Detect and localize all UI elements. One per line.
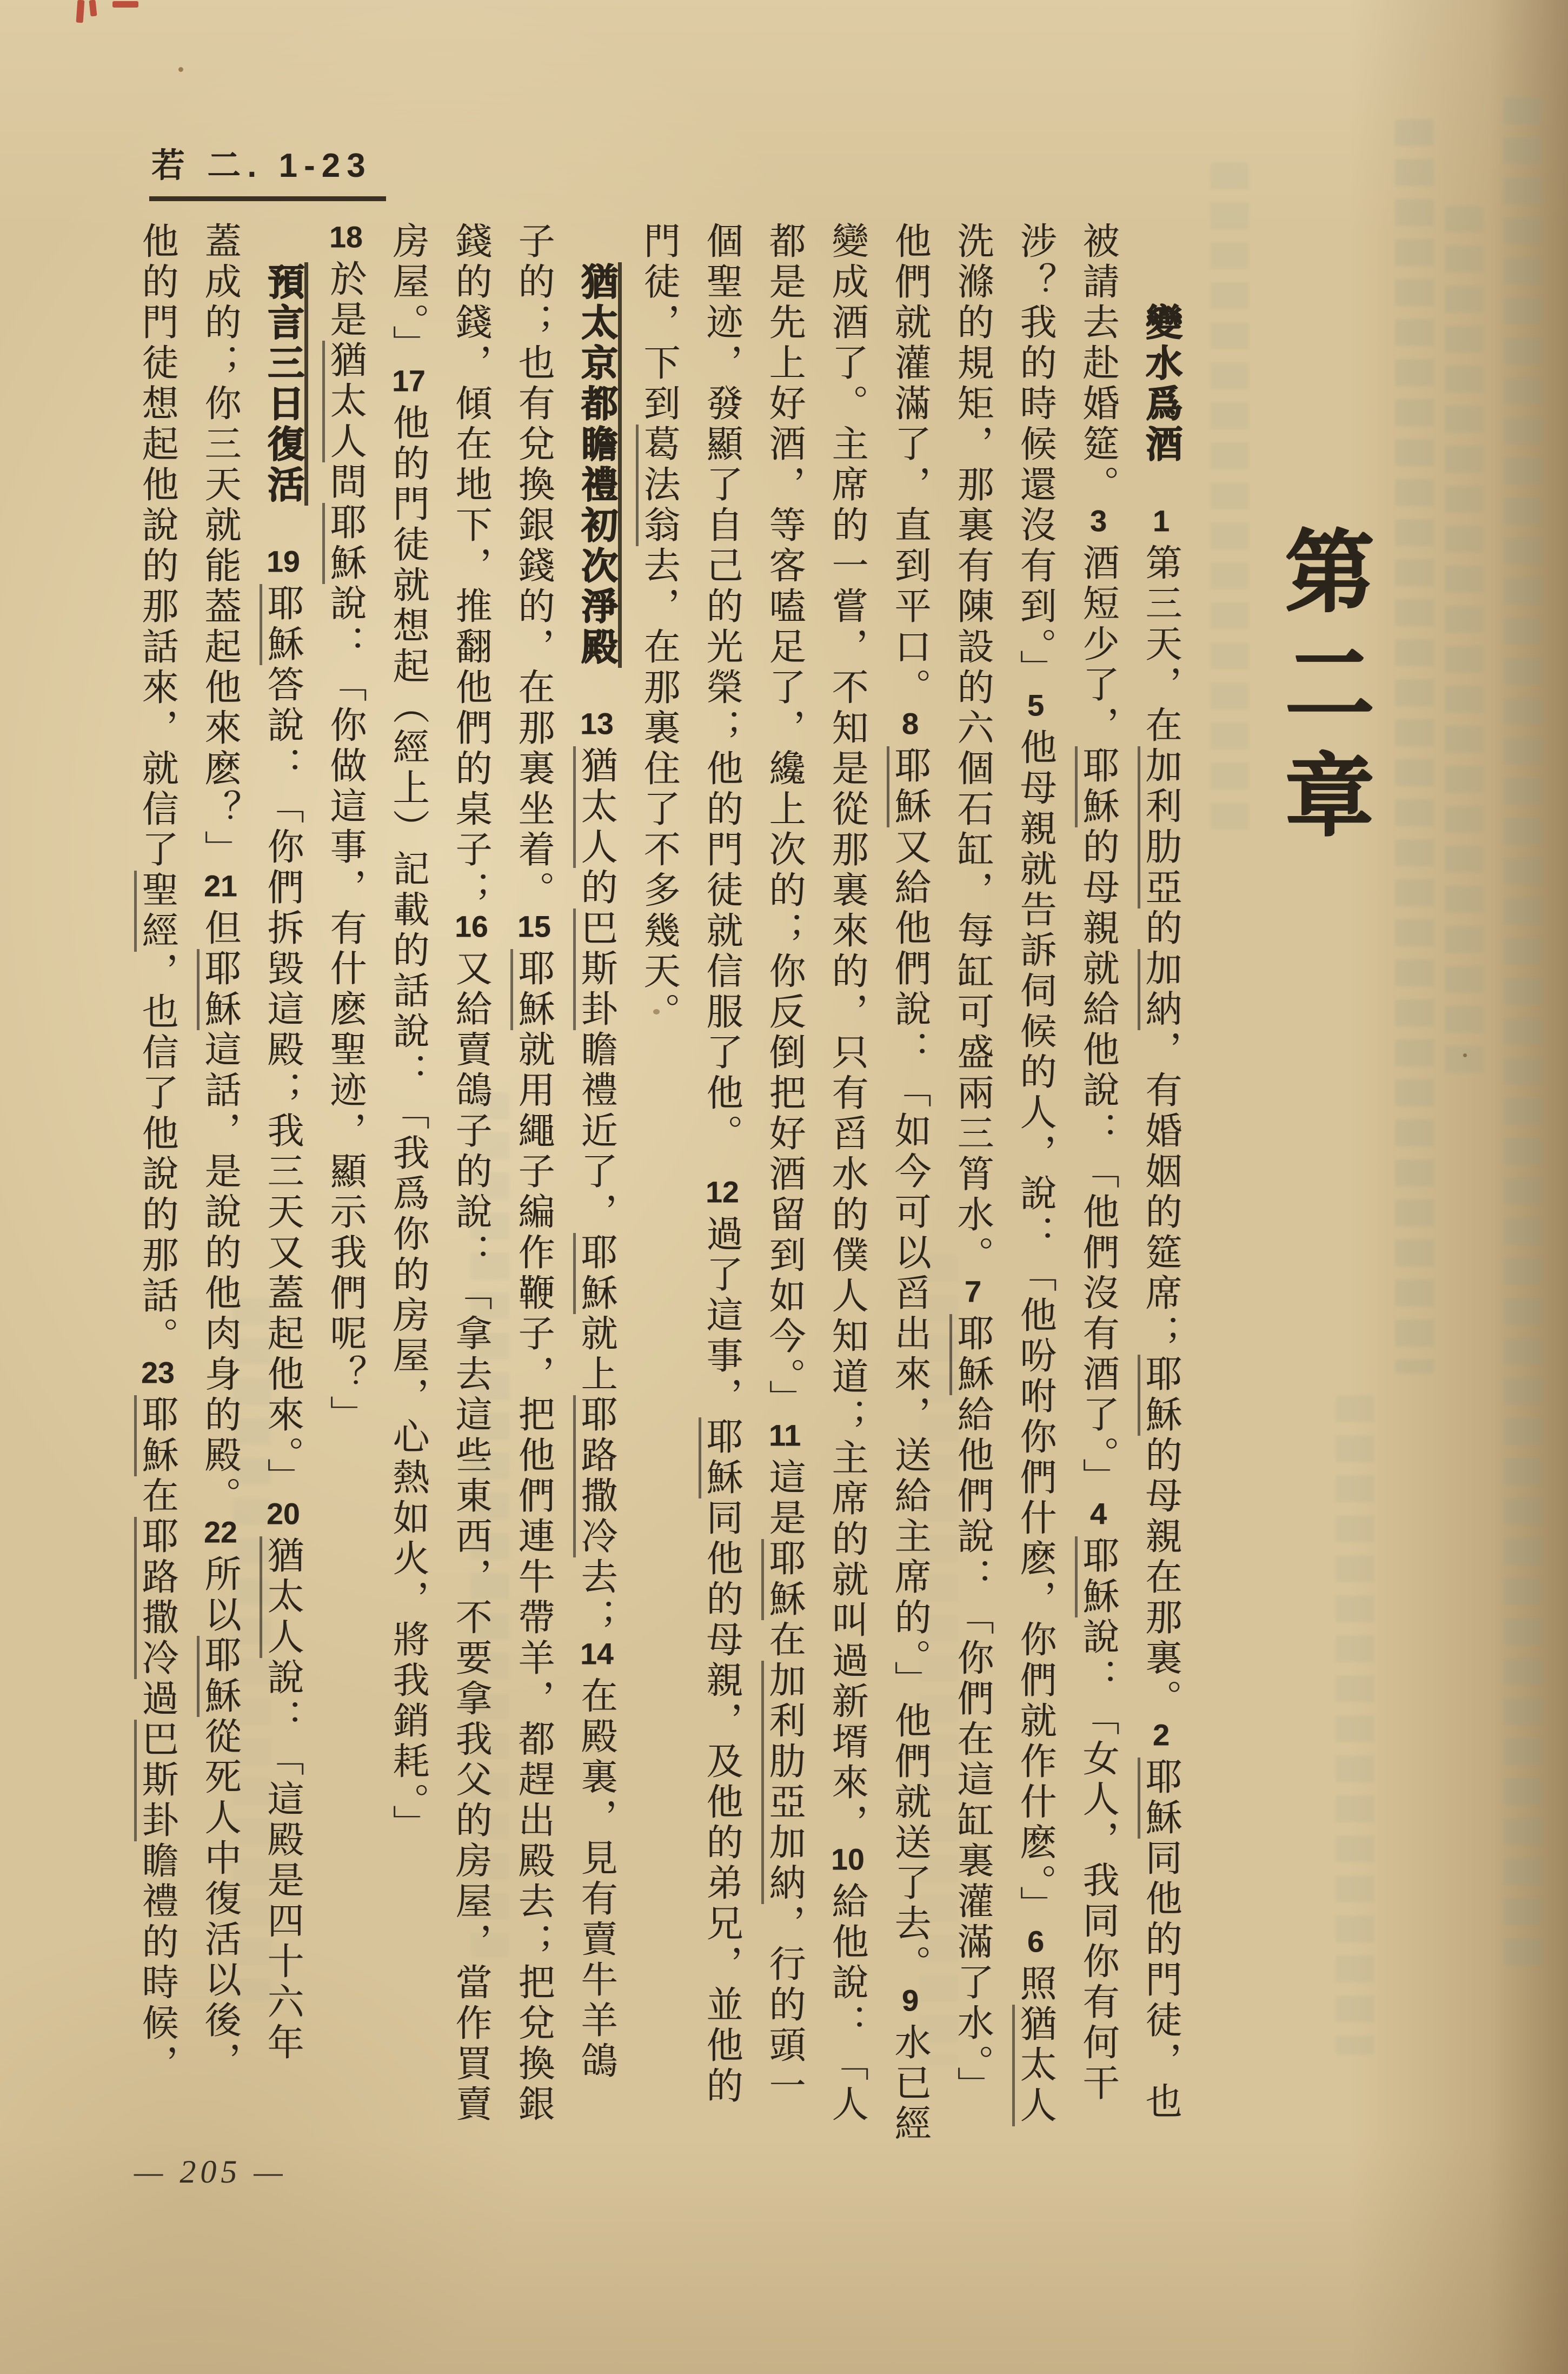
proper-name: 耶穌 [260, 584, 303, 665]
proper-name: 猶太人 [260, 1536, 303, 1658]
bleed-through-ghost [1503, 97, 1542, 1968]
text-column: 門徒，下到葛法翁去，在那裏住了不多幾天。 [630, 222, 688, 2150]
text-column: 涉？我的時候還沒有到。」5他母親就告訴伺候的人，說：「他吩咐你們什麽，你們就作什麽。」6照猶太人 [1007, 222, 1064, 2150]
proper-name: 加納 [761, 1823, 805, 1904]
paper-stain [1463, 1053, 1467, 1057]
red-edge-mark [89, 0, 97, 17]
text-column: 房屋。」17他的門徒就想起（經上）記載的話說：「我爲你的房屋，心熱如火，將我銷耗。」 [388, 222, 429, 1845]
text-column: 子的；也有兌換銀錢的，在那裏坐着。15耶穌就用繩子編作鞭子，把他們連牛帶羊，都趕出殿去；把兌換銀 [505, 222, 562, 2150]
proper-name: 耶穌 [322, 503, 366, 584]
bleed-through-ghost [1445, 205, 1484, 1082]
text-column: 他的門徒想起他說的那話來，就信了聖經，也信了他說的那話。23耶穌在耶路撒冷過巴斯卦瞻禮的時候， [129, 222, 186, 2150]
proper-name: 耶路撒冷 [134, 1517, 178, 1679]
text-column: 變水爲酒 1第三天，在加利肋亞的加納，有婚姻的筵席；耶穌的母親在那裏。2耶穌同他的門徒，也 [1132, 222, 1190, 2150]
verse-number: 4 [1089, 1498, 1107, 1529]
verse-number: 17 [392, 366, 426, 396]
verse-number: 6 [1027, 1926, 1045, 1957]
running-head: 若 二. 1-23 [149, 138, 386, 201]
bleed-through-ghost [1395, 119, 1434, 1374]
verse-number: 12 [706, 1177, 739, 1207]
section-heading: 變水爲酒 [1140, 303, 1181, 465]
proper-name: 聖經 [134, 871, 178, 952]
proper-name: 猶太人 [1012, 2005, 1056, 2126]
verse-number: 20 [267, 1498, 300, 1529]
red-edge-mark [112, 1, 138, 8]
proper-name: 巴斯卦 [134, 1720, 178, 1841]
verse-number: 3 [1089, 506, 1107, 536]
verse-number: 11 [768, 1420, 801, 1450]
proper-name: 耶穌 [887, 746, 931, 827]
proper-name: 巴斯卦 [573, 909, 617, 1030]
verse-number: 1 [1152, 506, 1170, 536]
proper-name: 耶穌 [761, 1539, 805, 1620]
text-column: 預言三日復活 19耶穌答說：「你們拆毀這殿；我三天又蓋起他來。」20猶太人說：「這殿是四十六年 [254, 222, 311, 2150]
verse-number: 23 [141, 1357, 175, 1388]
proper-name: 耶穌 [510, 949, 554, 1030]
proper-name: 葛法翁 [636, 425, 680, 546]
proper-name: 耶穌 [134, 1395, 178, 1476]
proper-name: 猶太人 [573, 746, 617, 868]
proper-name: 加利肋亞 [1138, 746, 1181, 909]
text-column: 他們就灌滿了，直到平口。8耶穌又給他們說：「如今可以舀出來，送給主席的。」他們就送了去。9水已經 [881, 222, 939, 2150]
text-column: 被請去赴婚筵。3酒短少了，耶穌的母親就給他說：「他們沒有酒了。」4耶穌說：「女人，我同你有何干 [1069, 222, 1127, 2150]
proper-name: 耶穌 [197, 949, 241, 1030]
red-edge-mark [76, 0, 85, 23]
proper-name: 耶穌 [1138, 1758, 1181, 1839]
text-column: 變成酒了。主席的一嘗，不知是從那裏來的，只有舀水的僕人知道；主席的就叫過新壻來，10給他說：「人 [827, 222, 868, 2125]
proper-name: 耶穌 [1138, 1355, 1181, 1436]
verse-number: 7 [964, 1276, 982, 1307]
text-column: 都是先上好酒，等客嗑足了，纔上次的；你反倒把好酒留到如今。」11這是耶穌在加利肋亞加納，行的頭一 [756, 222, 813, 2150]
bleed-through-ghost [1210, 162, 1249, 838]
verse-number: 15 [517, 911, 551, 941]
proper-name: 耶穌 [699, 1417, 742, 1498]
verse-number: 2 [1152, 1720, 1170, 1750]
verse-number: 16 [455, 911, 488, 941]
proper-name: 加利肋亞 [761, 1661, 805, 1823]
verse-number: 5 [1027, 690, 1045, 720]
verse-number: 22 [204, 1517, 237, 1547]
verse-number: 21 [204, 871, 237, 901]
chapter-title: 第二章 [1272, 524, 1371, 860]
proper-name: 耶穌 [197, 1636, 241, 1717]
text-column: 18於是猶太人問耶穌說：「你做這事，有什麽聖迹，顯示我們呢？」 [317, 222, 374, 2150]
proper-name: 耶穌 [573, 1233, 617, 1314]
section-heading: 猶太京都瞻禮初次淨殿 [576, 262, 622, 668]
verse-number: 14 [580, 1639, 614, 1669]
verse-number: 18 [329, 222, 363, 252]
page-number: — 205 — [134, 2154, 287, 2190]
verse-number: 9 [901, 1985, 919, 2015]
verse-number: 10 [831, 1844, 865, 1874]
verse-number: 19 [267, 546, 300, 576]
proper-name: 耶路撒冷 [573, 1395, 617, 1557]
proper-name: 加納 [1138, 949, 1181, 1030]
text-column: 蓋成的；你三天就能葢起他來麽？」21但耶穌這話，是說的他肉身的殿。22所以耶穌從死人中復活以後， [191, 222, 249, 2150]
text-column: 洗滌的規矩，那裏有陳設的六個石缸，每缸可盛兩三筲水。7耶穌給他們說：「你們在這缸裏灌滿了水。」 [944, 222, 1001, 2150]
proper-name: 耶穌 [1075, 1536, 1119, 1617]
verse-number: 8 [901, 708, 919, 739]
text-columns [129, 222, 1190, 2150]
verse-number: 13 [580, 708, 614, 739]
proper-name: 耶穌 [1075, 746, 1119, 827]
text-column: 個聖迹，發顯了自己的光榮；他的門徒就信服了他。 12過了這事，耶穌同他的母親，及他的弟兄，並他的 [693, 222, 750, 2150]
bleed-through-ghost [1336, 1395, 1374, 2055]
proper-name: 耶穌 [949, 1314, 993, 1395]
text-column: 錢的錢，傾在地下，推翻他們的桌子；16又給賣鴿子的說：「拿去這些東西，不要拿我父的房屋，當作買賣 [450, 222, 491, 2125]
section-heading: 預言三日復活 [262, 262, 308, 506]
paper-stain [178, 67, 183, 72]
proper-name: 猶太人 [322, 341, 366, 462]
text-column: 猶太京都瞻禮初次淨殿 13猶太人的巴斯卦瞻禮近了，耶穌就上耶路撒冷去；14在殿裏，見有賣牛羊鴿 [568, 222, 625, 2150]
